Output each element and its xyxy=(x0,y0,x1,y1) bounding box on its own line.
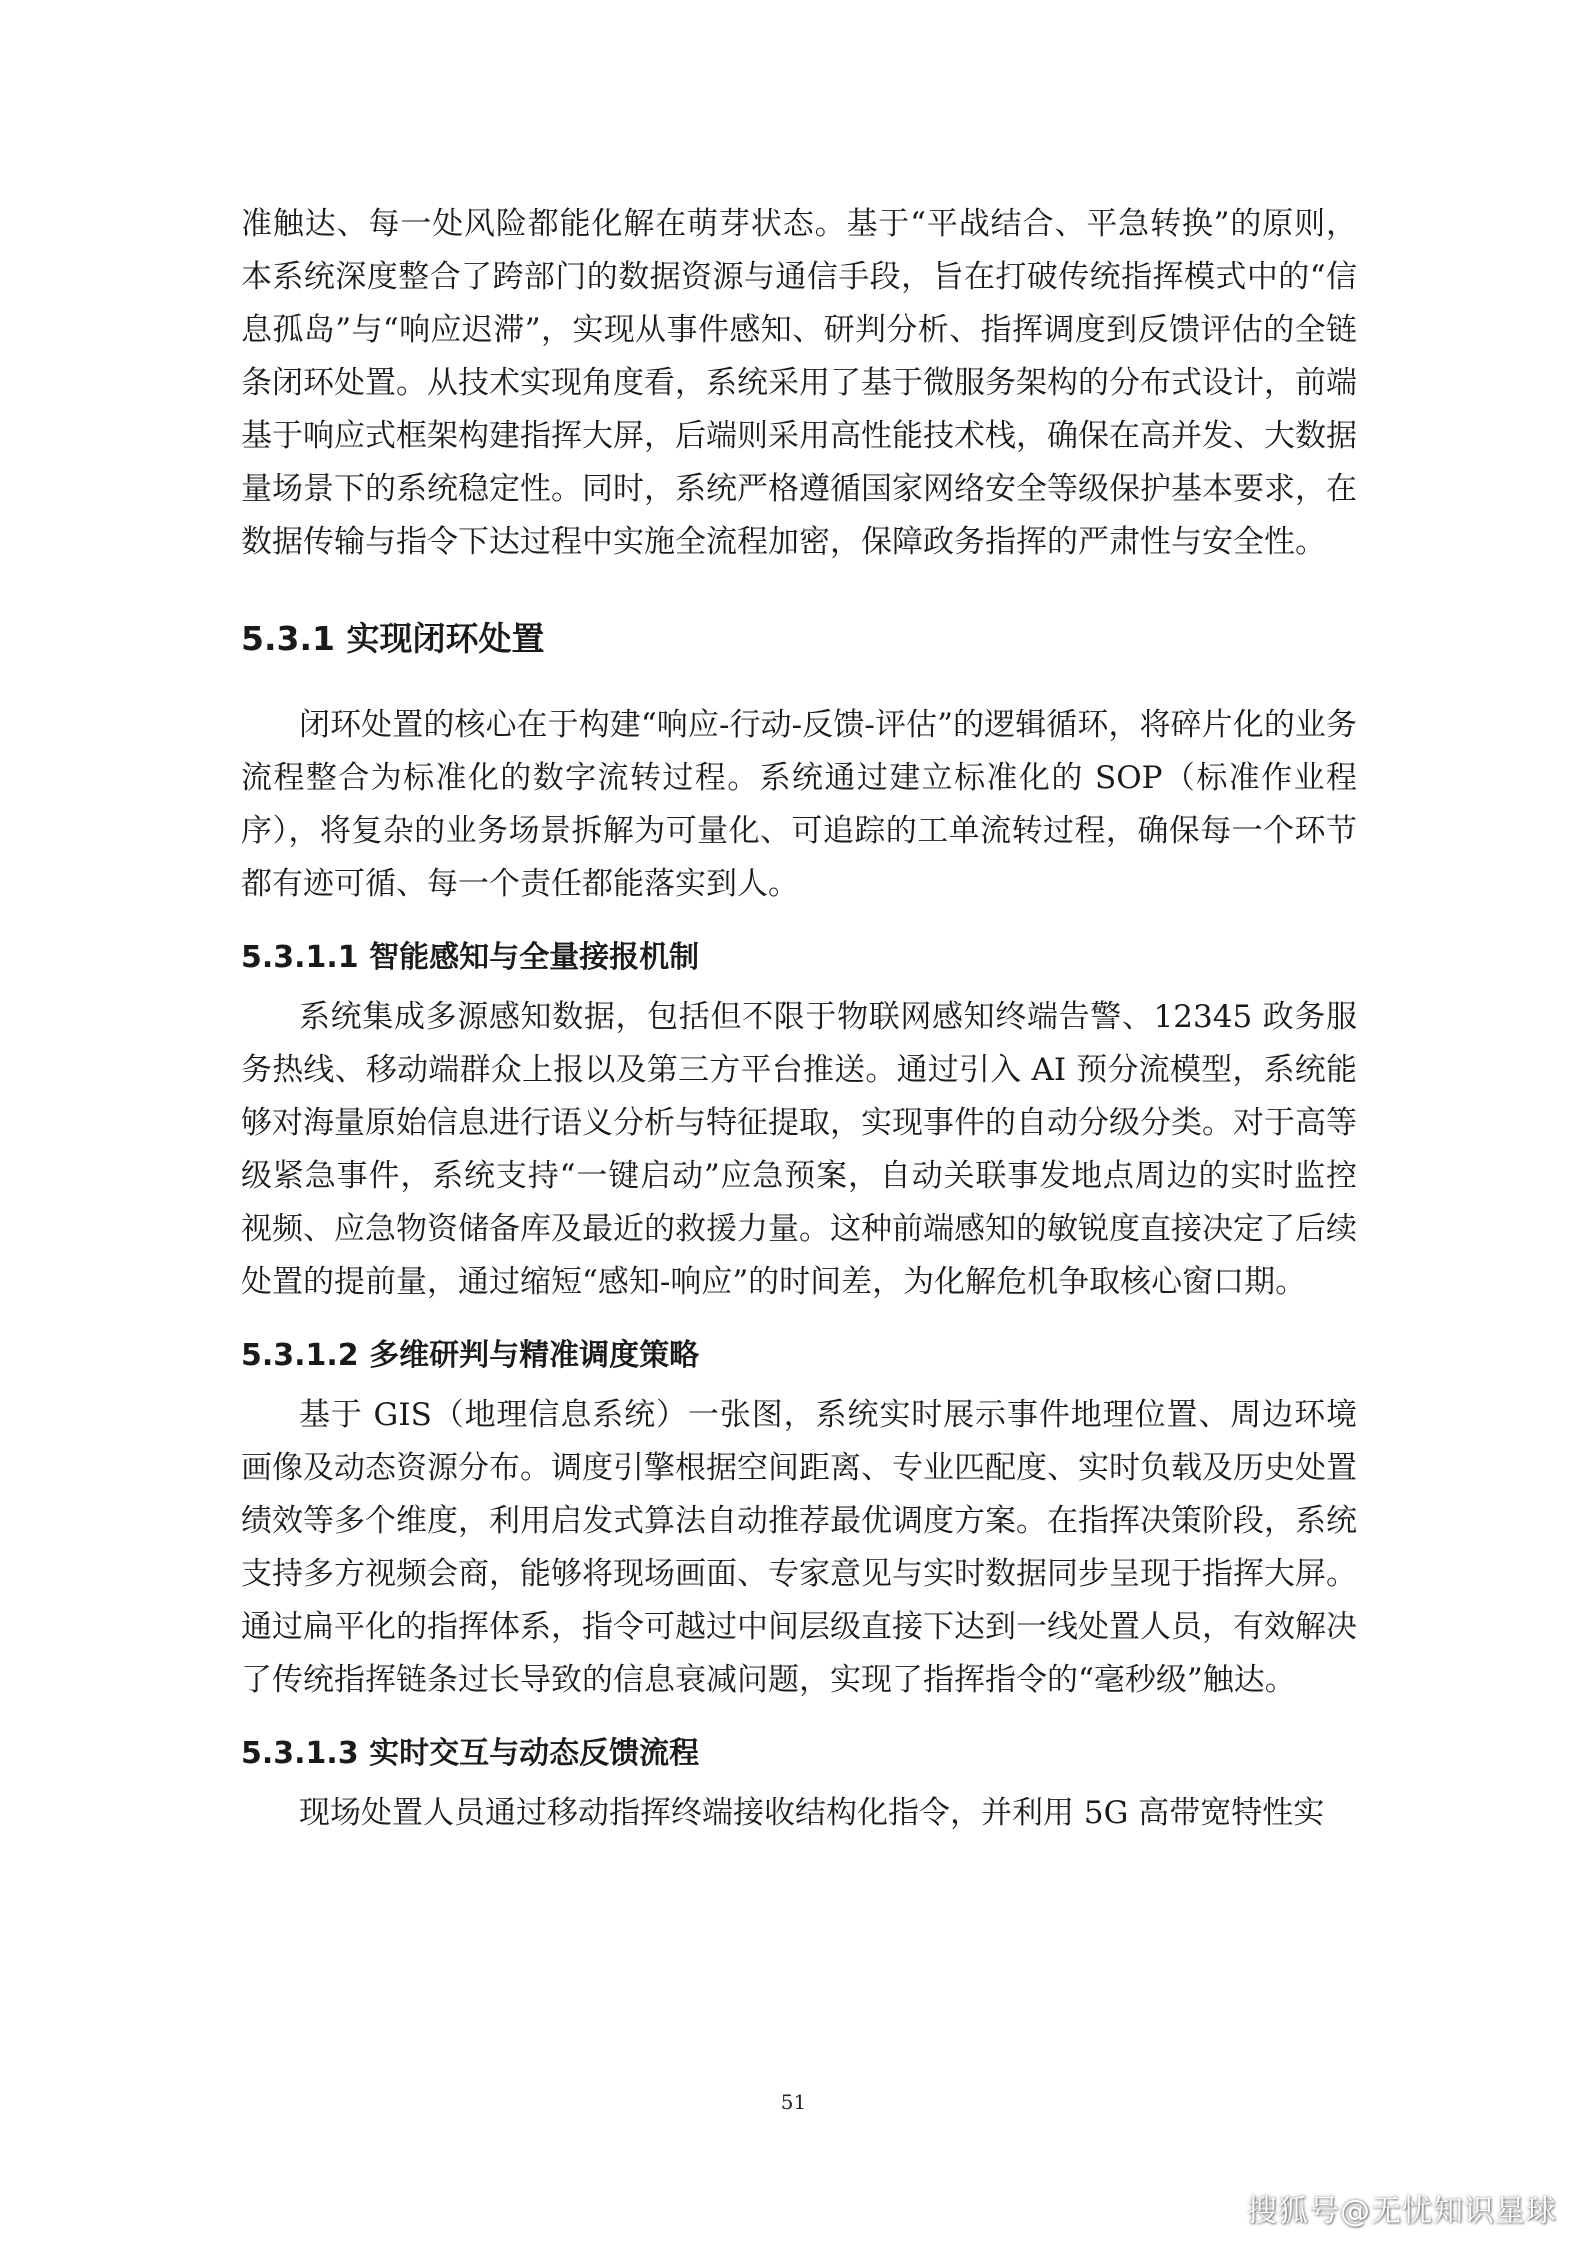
subsection-heading-5-3-1-1: 5.3.1.1 智能感知与全量接报机制 xyxy=(241,940,700,975)
body-paragraph-closed-loop: 闭环处置的核心在于构建“响应-行动-反馈-评估”的逻辑循环，将碎片化的业务流程整合为标准化的数字流转过程。系统通过建立标准化的 SOP（标准作业程序），将复杂的业务场景拆解为可量化、可追踪的工单流转过程，确保每一个环节都有迹可循、每一个责任都能落实到人。 xyxy=(241,707,1357,902)
body-paragraph-dispatch: 基于 GIS（地理信息系统）一张图，系统实时展示事件地理位置、周边环境画像及动态资源分布。调度引擎根据空间距离、专业匹配度、实时负载及历史处置绩效等多个维度，利用启发式算法自动推荐最优调度方案。在指挥决策阶段，系统支持多方视频会商，能够将现场画面、专家意见与实时数据同步呈现于指挥大屏。通过扁平化的指挥体系，指令可越过中间层级直接下达到一线处置人员，有效解决了传统指挥链条过长导致的信息衰减问题，实现了指挥指令的“毫秒级”触达。 xyxy=(241,1397,1357,1698)
subsection-heading-5-3-1-2: 5.3.1.2 多维研判与精准调度策略 xyxy=(241,1338,700,1373)
section-heading-5-3-1: 5.3.1 实现闭环处置 xyxy=(241,619,545,658)
body-paragraph-interaction: 现场处置人员通过移动指挥终端接收结构化指令，并利用 5G 高带宽特性实 xyxy=(299,1795,1325,1831)
body-paragraph-perception: 系统集成多源感知数据，包括但不限于物联网感知终端告警、12345 政务服务热线、移动端群众上报以及第三方平台推送。通过引入 AI 预分流模型，系统能够对海量原始信息进行语义分析与特征提取，实现事件的自动分级分类。对于高等级紧急事件，系统支持“一键启动”应急预案，自动关联事发地点周边的实时监控视频、应急物资储备库及最近的救援力量。这种前端感知的敏锐度直接决定了后续处置的提前量，通过缩短“感知-响应”的时间差，为化解危机争取核心窗口期。 xyxy=(241,999,1357,1300)
page-number: 51 xyxy=(780,2090,807,2114)
body-paragraph-continuation: 准触达、每一处风险都能化解在萌芽状态。基于“平战结合、平急转换”的原则，本系统深度整合了跨部门的数据资源与通信手段，旨在打破传统指挥模式中的“信息孤岛”与“响应迟滞”，实现从事件感知、研判分析、指挥调度到反馈评估的全链条闭环处置。从技术实现角度看，系统采用了基于微服务架构的分布式设计，前端基于响应式框架构建指挥大屏，后端则采用高性能技术栈，确保在高并发、大数据量场景下的系统稳定性。同时，系统严格遵循国家网络安全等级保护基本要求，在数据传输与指令下达过程中实施全流程加密，保障政务指挥的严肃性与安全性。 xyxy=(241,206,1357,560)
subsection-heading-5-3-1-3: 5.3.1.3 实时交互与动态反馈流程 xyxy=(241,1736,700,1771)
watermark-text: 搜狐号@无忧知识星球 xyxy=(1247,2194,1557,2229)
page-content xyxy=(241,198,1357,1840)
